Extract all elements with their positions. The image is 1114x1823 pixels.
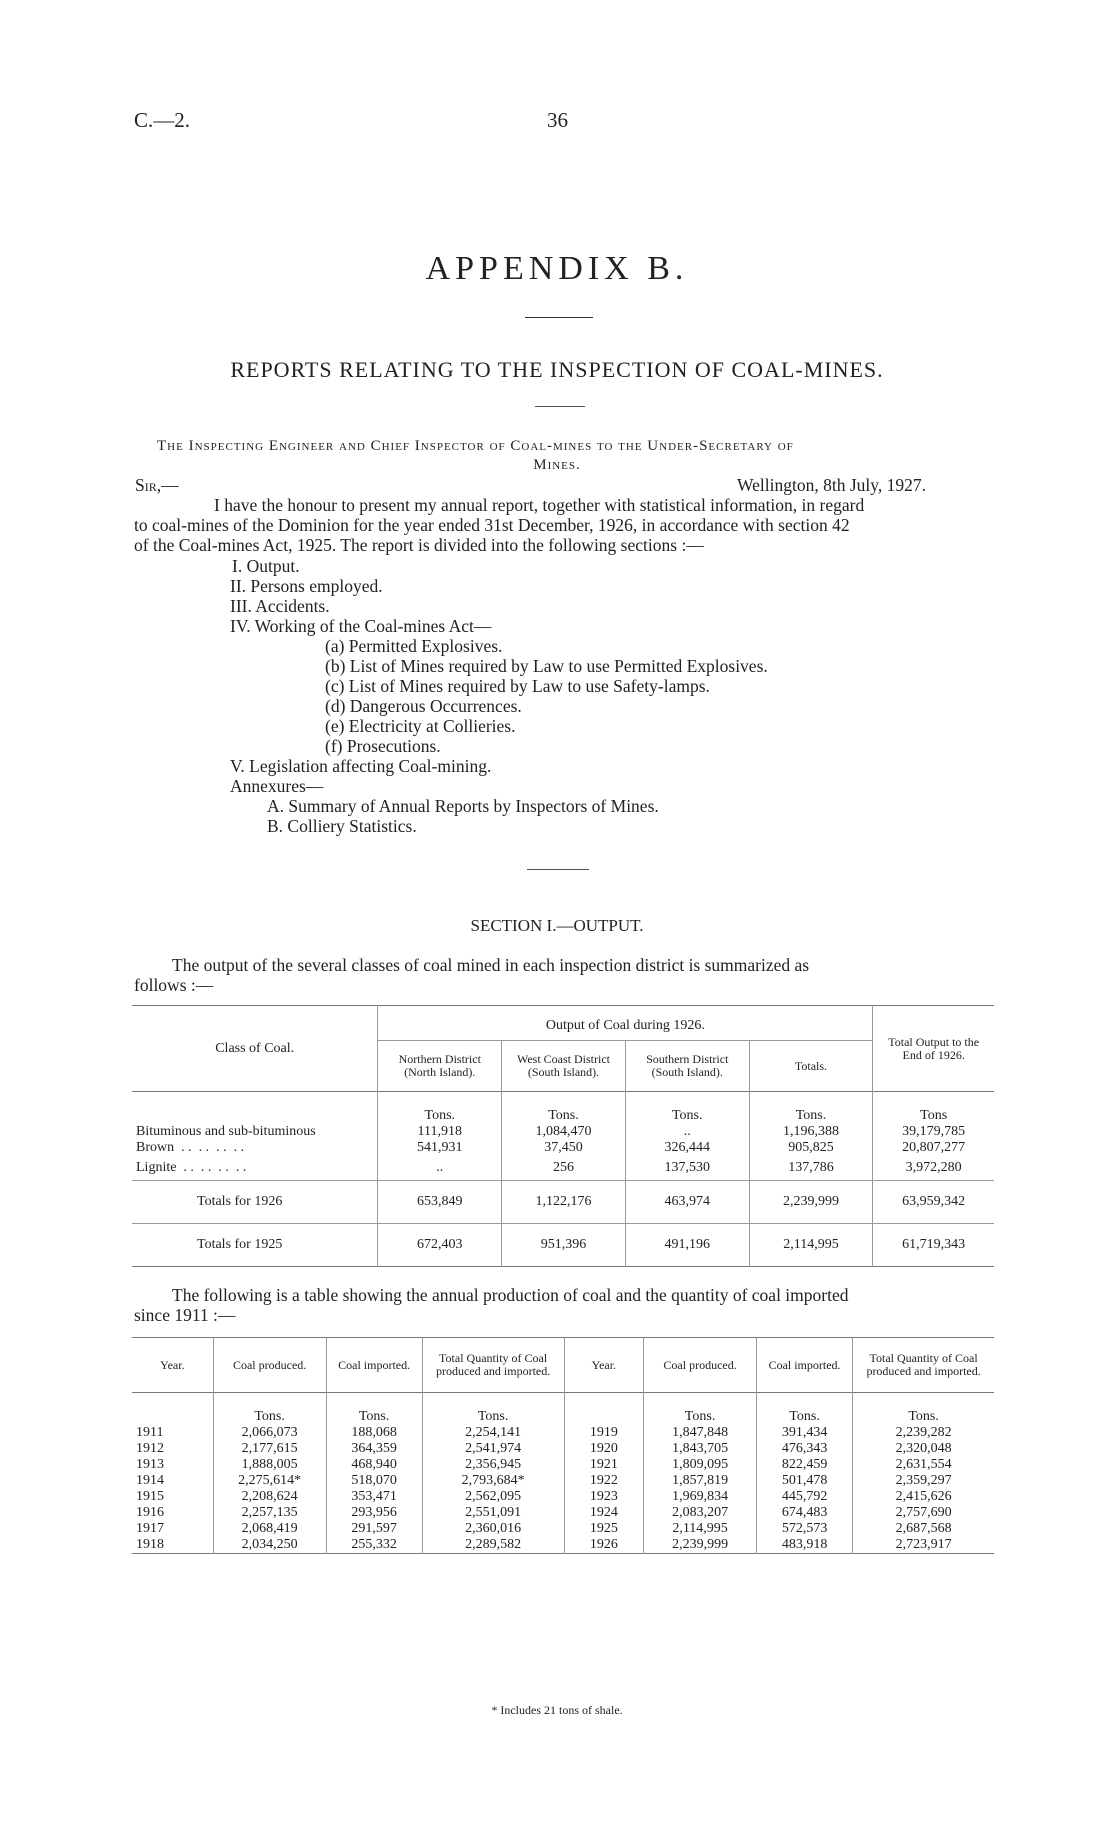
table-row	[132, 1156, 994, 1181]
subtitle-divider	[535, 406, 585, 407]
col-header-west: West Coast District (South Island).	[502, 1041, 626, 1092]
imported-cell: 476,343	[756, 1441, 852, 1457]
total-cell: 2,793,684*	[422, 1473, 564, 1489]
cell: 905,825	[749, 1140, 873, 1156]
produced-cell: 1,857,819	[644, 1473, 757, 1489]
col-header-total-output: Total Output to the End of 1926.	[873, 1006, 994, 1092]
year-cell: 1924	[564, 1505, 644, 1521]
col-header-total: Total Quantity of Coal produced and imported.	[422, 1338, 564, 1393]
year-cell: 1915	[136, 1489, 164, 1504]
list-item: B. Colliery Statistics.	[267, 816, 417, 836]
cell: 61,719,343	[873, 1224, 994, 1267]
col-header-imported: Coal imported.	[756, 1338, 852, 1393]
total-cell: 2,757,690	[853, 1505, 994, 1521]
cell: 326,444	[625, 1140, 749, 1156]
table-row	[132, 1425, 994, 1441]
year-cell: 1919	[564, 1425, 644, 1441]
totals-row	[132, 1224, 994, 1267]
letter-date: Wellington, 8th July, 1927.	[737, 475, 926, 495]
imported-cell: 255,332	[326, 1537, 422, 1554]
list-item: (c) List of Mines required by Law to use Safety-lamps.	[325, 676, 710, 696]
cell: 3,972,280	[873, 1156, 994, 1181]
imported-cell: 501,478	[756, 1473, 852, 1489]
list-item: (e) Electricity at Collieries.	[325, 716, 516, 736]
imported-cell: 364,359	[326, 1441, 422, 1457]
cell: 672,403	[378, 1224, 502, 1267]
unit-label: Tons	[873, 1092, 994, 1125]
year-cell: 1922	[564, 1473, 644, 1489]
unit-label: Tons.	[502, 1092, 626, 1125]
total-cell: 2,631,554	[853, 1457, 994, 1473]
unit-label: Tons.	[644, 1393, 757, 1426]
year-cell: 1914	[136, 1473, 164, 1488]
produced-cell: 1,843,705	[644, 1441, 757, 1457]
total-cell: 2,289,582	[422, 1537, 564, 1554]
imported-cell: 822,459	[756, 1457, 852, 1473]
col-header-south: Southern District (South Island).	[625, 1041, 749, 1092]
unit-label: Tons.	[853, 1393, 994, 1426]
cell: 256	[502, 1156, 626, 1181]
cell: 111,918	[378, 1124, 502, 1140]
produced-cell: 1,888,005	[213, 1457, 326, 1473]
table-row	[132, 1505, 994, 1521]
list-item: IV. Working of the Coal-mines Act—	[230, 616, 492, 636]
production-table	[132, 1337, 994, 1554]
cell: 1,084,470	[502, 1124, 626, 1140]
output-table	[132, 1005, 994, 1267]
salutation: Sir,—	[135, 475, 179, 495]
col-header-class: Class of Coal.	[215, 1040, 295, 1056]
table-row	[132, 1537, 994, 1554]
col-header-total: Total Quantity of Coal produced and imported.	[853, 1338, 994, 1393]
col-header-group: Output of Coal during 1926.	[378, 1006, 873, 1041]
produced-cell: 2,066,073	[213, 1425, 326, 1441]
list-item: Annexures—	[230, 776, 324, 796]
total-cell: 2,360,016	[422, 1521, 564, 1537]
paragraph-line: since 1911 :—	[134, 1305, 236, 1325]
year-cell: 1911	[136, 1425, 164, 1440]
unit-label: Tons.	[756, 1393, 852, 1426]
cell: 463,974	[625, 1181, 749, 1224]
cell: 137,530	[625, 1156, 749, 1181]
list-item: I. Output.	[232, 556, 300, 576]
unit-label: Tons.	[378, 1092, 502, 1125]
unit-label: Tons.	[749, 1092, 873, 1125]
row-label: Bituminous and sub-bituminous	[136, 1124, 316, 1139]
col-header-totals: Totals.	[749, 1041, 873, 1092]
cell: ..	[378, 1156, 502, 1181]
year-cell: 1926	[564, 1537, 644, 1554]
cell: 951,396	[502, 1224, 626, 1267]
imported-cell: 353,471	[326, 1489, 422, 1505]
total-cell: 2,239,282	[853, 1425, 994, 1441]
cell: 20,807,277	[873, 1140, 994, 1156]
list-item: II. Persons employed.	[230, 576, 383, 596]
row-label: Brown . . . . . . . .	[136, 1140, 245, 1155]
year-cell: 1916	[136, 1505, 164, 1520]
produced-cell: 1,847,848	[644, 1425, 757, 1441]
paragraph-line: of the Coal-mines Act, 1925. The report is divided into the following sections :—	[134, 535, 704, 555]
produced-cell: 1,809,095	[644, 1457, 757, 1473]
cell: ..	[625, 1124, 749, 1140]
produced-cell: 2,034,250	[213, 1537, 326, 1554]
imported-cell: 445,792	[756, 1489, 852, 1505]
col-header-year: Year.	[160, 1357, 185, 1372]
report-subtitle: REPORTS RELATING TO THE INSPECTION OF COAL-MINES.	[230, 357, 884, 382]
total-cell: 2,415,626	[853, 1489, 994, 1505]
year-cell: 1921	[564, 1457, 644, 1473]
total-cell: 2,356,945	[422, 1457, 564, 1473]
cell: 653,849	[378, 1181, 502, 1224]
total-cell: 2,562,095	[422, 1489, 564, 1505]
table-row	[132, 1124, 994, 1140]
appendix-title: APPENDIX B.	[425, 250, 689, 287]
footnote: * Includes 21 tons of shale.	[491, 1703, 623, 1717]
imported-cell: 391,434	[756, 1425, 852, 1441]
imported-cell: 188,068	[326, 1425, 422, 1441]
paragraph-line: The output of the several classes of coal mined in each inspection district is summarized as	[172, 955, 810, 975]
col-header-imported: Coal imported.	[326, 1338, 422, 1393]
list-item: III. Accidents.	[230, 596, 330, 616]
list-item: (f) Prosecutions.	[325, 736, 441, 756]
table-row	[132, 1140, 994, 1156]
produced-cell: 2,068,419	[213, 1521, 326, 1537]
year-cell: 1923	[564, 1489, 644, 1505]
imported-cell: 518,070	[326, 1473, 422, 1489]
cell: 2,114,995	[749, 1224, 873, 1267]
imported-cell: 468,940	[326, 1457, 422, 1473]
cell: 1,122,176	[502, 1181, 626, 1224]
table-row	[132, 1521, 994, 1537]
imported-cell: 483,918	[756, 1537, 852, 1554]
cell: 2,239,999	[749, 1181, 873, 1224]
table-row	[132, 1489, 994, 1505]
unit-label: Tons.	[213, 1393, 326, 1426]
imported-cell: 572,573	[756, 1521, 852, 1537]
page-number: 36	[547, 108, 568, 132]
produced-cell: 2,083,207	[644, 1505, 757, 1521]
row-label: Lignite . . . . . . . .	[136, 1160, 247, 1175]
list-item: (a) Permitted Explosives.	[325, 636, 503, 656]
imported-cell: 293,956	[326, 1505, 422, 1521]
section-heading: SECTION I.—OUTPUT.	[470, 916, 644, 935]
list-item: A. Summary of Annual Reports by Inspectors of Mines.	[267, 796, 659, 816]
imported-cell: 291,597	[326, 1521, 422, 1537]
year-cell: 1918	[136, 1537, 164, 1552]
cell: 37,450	[502, 1140, 626, 1156]
section-divider	[527, 869, 589, 870]
year-cell: 1920	[564, 1441, 644, 1457]
produced-cell: 2,275,614*	[213, 1473, 326, 1489]
year-cell: 1925	[564, 1521, 644, 1537]
total-cell: 2,254,141	[422, 1425, 564, 1441]
letter-address-2: Mines.	[533, 457, 581, 473]
unit-label: Tons.	[625, 1092, 749, 1125]
row-label: Totals for 1925	[197, 1237, 283, 1252]
total-cell: 2,687,568	[853, 1521, 994, 1537]
cell: 39,179,785	[873, 1124, 994, 1140]
list-item: (b) List of Mines required by Law to use Permitted Explosives.	[325, 656, 768, 676]
col-header-produced: Coal produced.	[213, 1338, 326, 1393]
produced-cell: 1,969,834	[644, 1489, 757, 1505]
table-row	[132, 1457, 994, 1473]
produced-cell: 2,257,135	[213, 1505, 326, 1521]
total-cell: 2,541,974	[422, 1441, 564, 1457]
produced-cell: 2,239,999	[644, 1537, 757, 1554]
produced-cell: 2,114,995	[644, 1521, 757, 1537]
paragraph-line: I have the honour to present my annual report, together with statistical information, in regard	[214, 495, 865, 515]
total-cell: 2,551,091	[422, 1505, 564, 1521]
col-header-produced: Coal produced.	[644, 1338, 757, 1393]
paragraph-line: The following is a table showing the annual production of coal and the quantity of coal imported	[172, 1285, 849, 1305]
total-cell: 2,723,917	[853, 1537, 994, 1554]
year-cell: 1913	[136, 1457, 164, 1472]
col-header-north: Northern District (North Island).	[378, 1041, 502, 1092]
year-cell: 1912	[136, 1441, 164, 1456]
produced-cell: 2,208,624	[213, 1489, 326, 1505]
paragraph-line: follows :—	[134, 975, 214, 995]
imported-cell: 674,483	[756, 1505, 852, 1521]
cell: 541,931	[378, 1140, 502, 1156]
row-label: Totals for 1926	[197, 1194, 283, 1209]
cell: 1,196,388	[749, 1124, 873, 1140]
table-row	[132, 1441, 994, 1457]
cell: 137,786	[749, 1156, 873, 1181]
table-row	[132, 1473, 994, 1489]
paragraph-line: to coal-mines of the Dominion for the year ended 31st December, 1926, in accordance with section 42	[134, 515, 850, 535]
total-cell: 2,359,297	[853, 1473, 994, 1489]
unit-label: Tons.	[326, 1393, 422, 1426]
letter-address: The Inspecting Engineer and Chief Inspector of Coal-mines to the Under-Secretary of	[157, 438, 794, 454]
title-divider	[525, 317, 593, 318]
cell: 491,196	[625, 1224, 749, 1267]
year-cell: 1917	[136, 1521, 164, 1536]
produced-cell: 2,177,615	[213, 1441, 326, 1457]
totals-row	[132, 1181, 994, 1224]
unit-label: Tons.	[422, 1393, 564, 1426]
list-item: V. Legislation affecting Coal-mining.	[230, 756, 492, 776]
list-item: (d) Dangerous Occurrences.	[325, 696, 522, 716]
total-cell: 2,320,048	[853, 1441, 994, 1457]
document-code: C.—2.	[134, 108, 191, 132]
cell: 63,959,342	[873, 1181, 994, 1224]
col-header-year: Year.	[564, 1338, 644, 1393]
